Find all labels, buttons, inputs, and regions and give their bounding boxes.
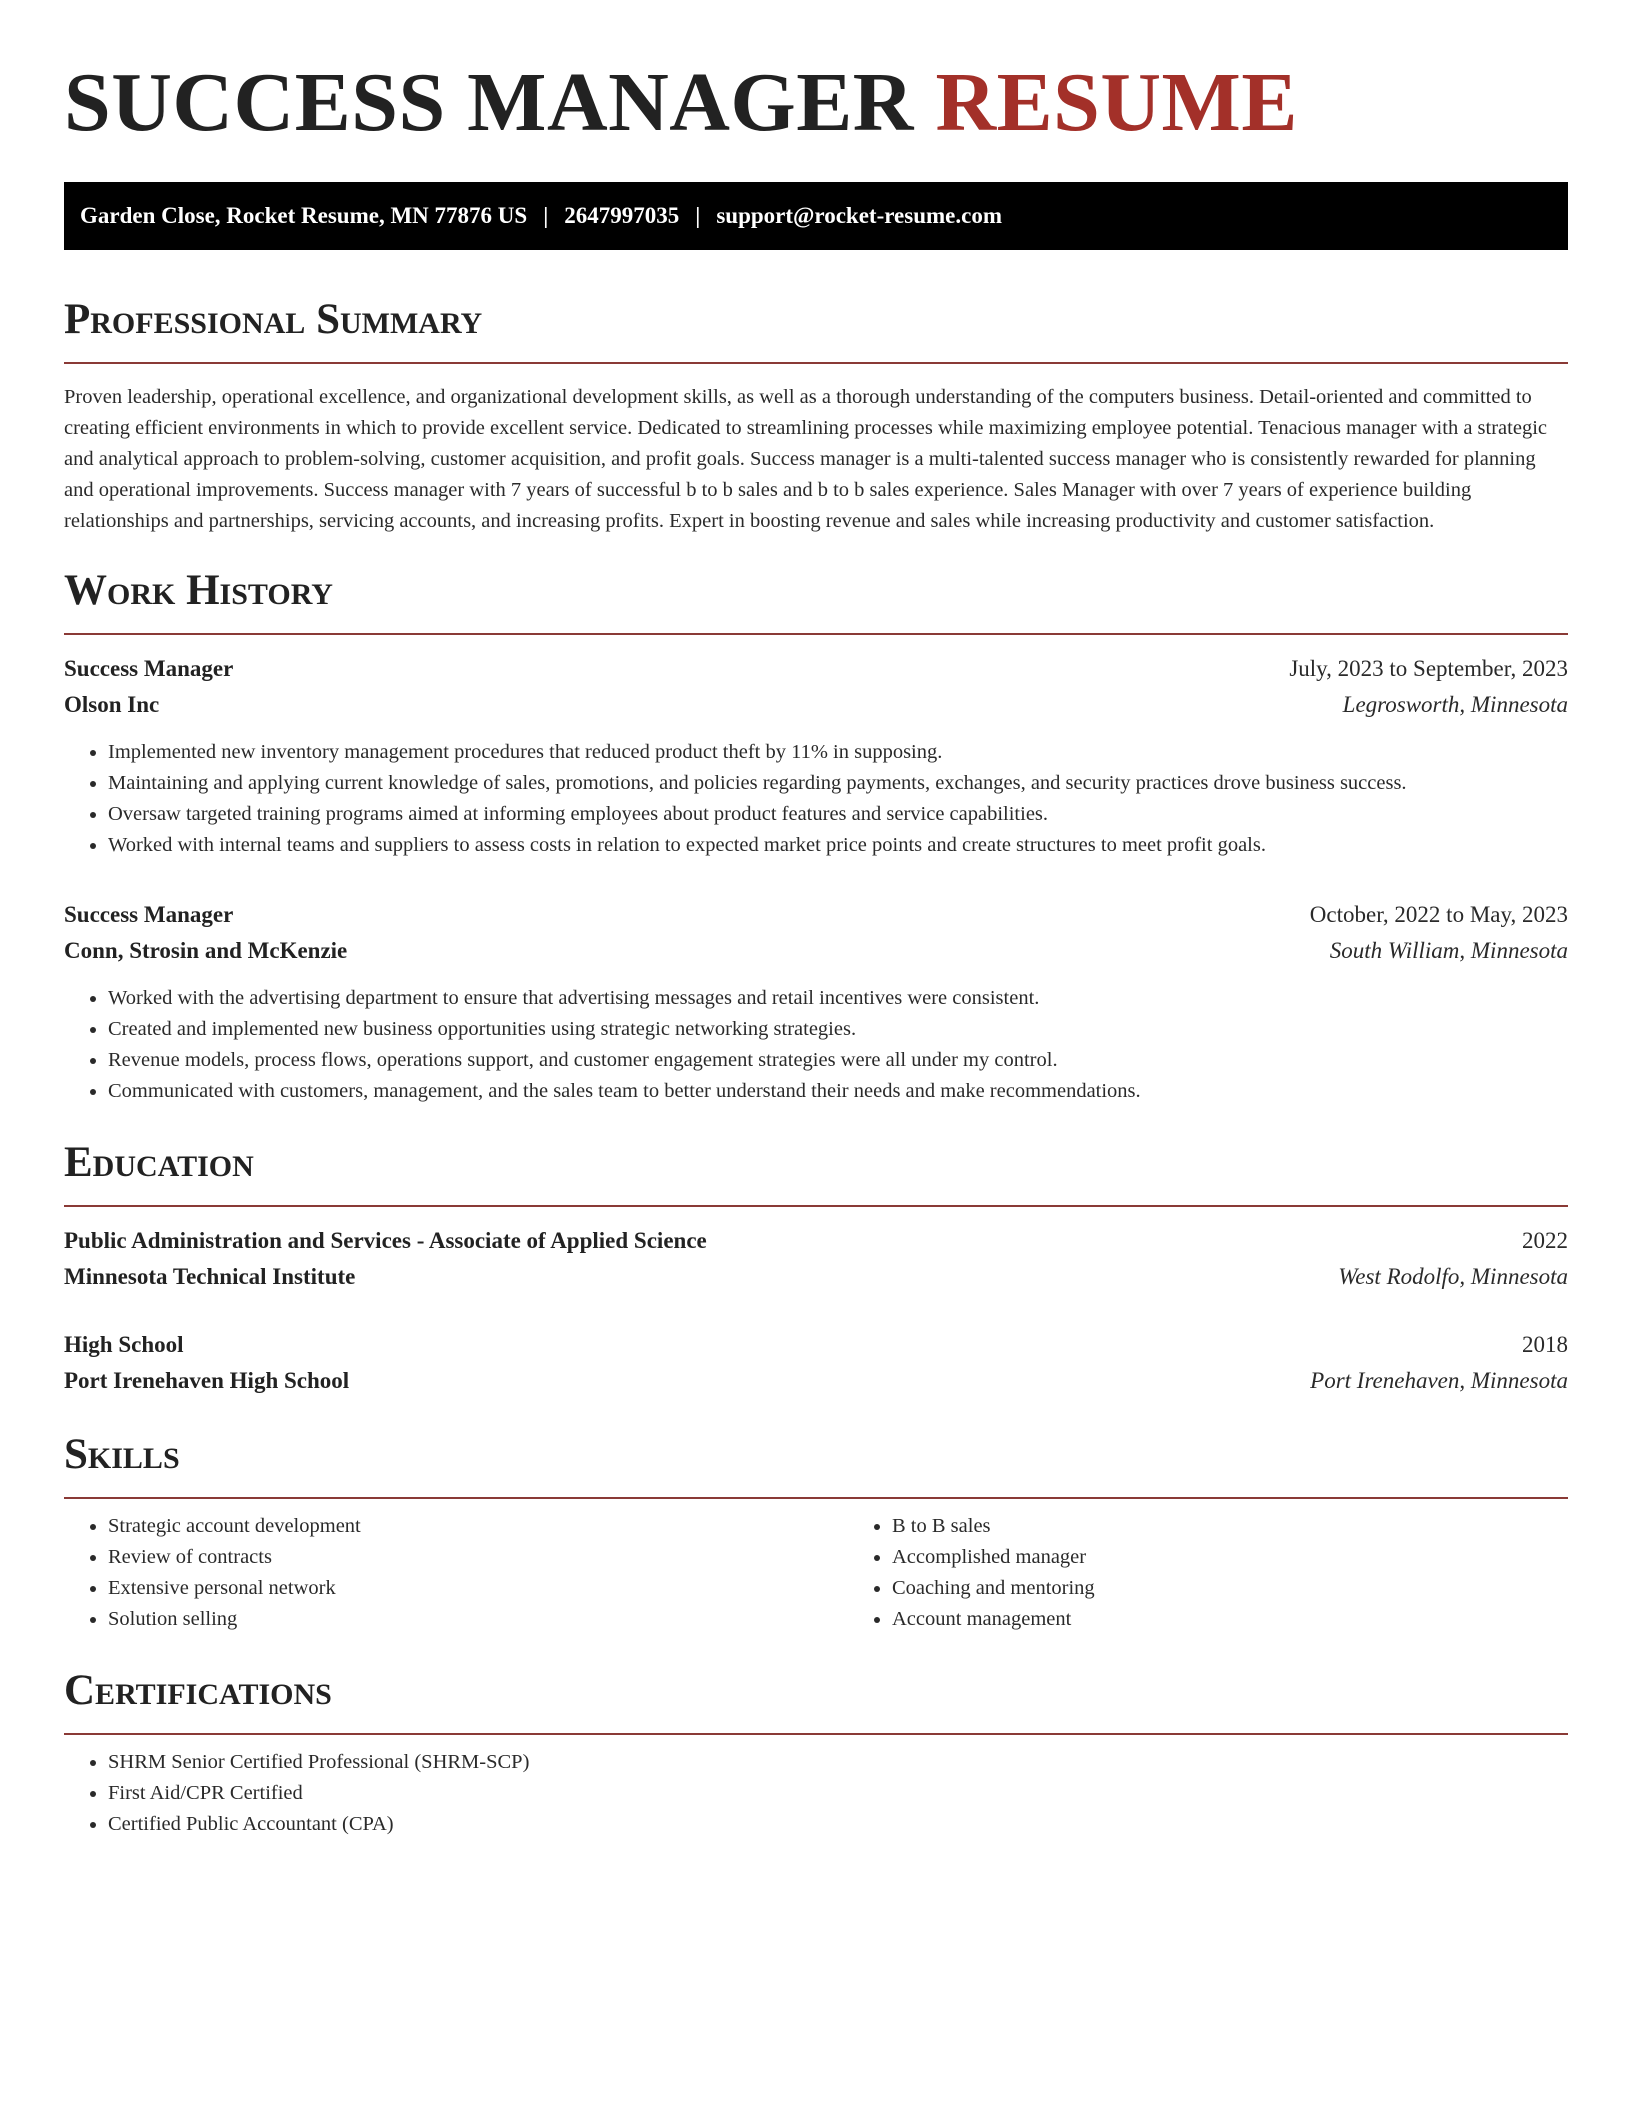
contact-separator: | xyxy=(543,203,549,228)
education-year: 2022 xyxy=(1522,1228,1568,1253)
contact-separator: | xyxy=(695,203,701,228)
list-item: • Review of contracts xyxy=(108,1542,848,1573)
job-company-row xyxy=(64,687,1568,723)
job-company: Olson Inc xyxy=(64,692,160,717)
skills-list-left xyxy=(64,1511,848,1635)
title-accent: RESUME xyxy=(935,56,1298,149)
job-dates: July, 2023 to September, 2023 xyxy=(1289,656,1568,681)
job-header-row xyxy=(64,897,1568,933)
education-school-row xyxy=(64,1259,1568,1295)
education-school: Minnesota Technical Institute xyxy=(64,1264,356,1289)
education-school: Port Irenehaven High School xyxy=(64,1368,350,1393)
list-item: • Implemented new inventory management procedures that reduced product theft by 11% in supposing. xyxy=(108,737,1568,768)
job-location: South William, Minnesota xyxy=(1329,938,1568,963)
section-divider xyxy=(64,362,1568,364)
list-item: • Certified Public Accountant (CPA) xyxy=(108,1809,1568,1840)
list-item: • Oversaw targeted training programs aimed at informing employees about product features and service capabilities. xyxy=(108,799,1568,830)
list-item: • Extensive personal network xyxy=(108,1573,848,1604)
education-entry xyxy=(64,1327,1568,1399)
list-item: • Coaching and mentoring xyxy=(892,1573,1568,1604)
list-item: • Accomplished manager xyxy=(892,1542,1568,1573)
list-item: • Communicated with customers, management, and the sales team to better understand their needs and make recommendations. xyxy=(108,1076,1568,1107)
job-entry xyxy=(64,651,1568,861)
job-title: Success Manager xyxy=(64,902,234,927)
list-item: • First Aid/CPR Certified xyxy=(108,1778,1568,1809)
contact-address: Garden Close, Rocket Resume, MN 77876 US xyxy=(80,203,528,228)
education-location: West Rodolfo, Minnesota xyxy=(1338,1264,1568,1289)
education-entry xyxy=(64,1223,1568,1295)
section-heading-skills: Skills xyxy=(64,1431,180,1478)
job-company-row xyxy=(64,933,1568,969)
summary-section xyxy=(64,294,1568,537)
list-item: • Strategic account development xyxy=(108,1511,848,1542)
job-location: Legrosworth, Minnesota xyxy=(1342,692,1568,717)
list-item: • Account management xyxy=(892,1604,1568,1635)
section-heading-work: Work History xyxy=(64,567,333,614)
job-title: Success Manager xyxy=(64,656,234,681)
work-history-section xyxy=(64,565,1568,1107)
title-main: SUCCESS MANAGER xyxy=(64,56,914,149)
job-header-row xyxy=(64,651,1568,687)
list-item: • Maintaining and applying current knowledge of sales, promotions, and policies regarding payments, exchanges, and security practices drove business success. xyxy=(108,768,1568,799)
skills-list-right xyxy=(848,1511,1568,1635)
list-item: • Revenue models, process flows, operations support, and customer engagement strategies were all under my control. xyxy=(108,1045,1568,1076)
education-year: 2018 xyxy=(1522,1332,1568,1357)
education-degree: High School xyxy=(64,1332,184,1357)
education-degree-row xyxy=(64,1223,1568,1259)
list-item: • Worked with the advertising department to ensure that advertising messages and retail incentives were consistent. xyxy=(108,983,1568,1014)
job-bullets xyxy=(64,983,1568,1107)
list-item: • Created and implemented new business opportunities using strategic networking strategies. xyxy=(108,1014,1568,1045)
resume-title xyxy=(64,48,1568,158)
list-item: • Worked with internal teams and suppliers to assess costs in relation to expected market price points and create structures to meet profit goals. xyxy=(108,830,1568,861)
education-school-row xyxy=(64,1363,1568,1399)
summary-text: Proven leadership, operational excellence, and organizational development skills, as well as a thorough understanding of the computers business. Detail-oriented and committed to creating efficient environments in which to provide excellent service. Dedicated to streamlining processes while maximizing employee potential. Tenacious manager with a strategic and analytical approach to problem-solving, customer acquisition, and profit goals. Success manager is a multi-talented success manager who is consistently rewarded for planning and operational improvements. Success manager with 7 years of successful b to b sales and b to b sales experience. Sales Manager with over 7 years of experience building relationships and partnerships, servicing accounts, and increasing profits. Expert in boosting revenue and sales while increasing productivity and customer satisfaction. xyxy=(64,386,1547,532)
skills-grid xyxy=(64,1511,1568,1635)
education-location: Port Irenehaven, Minnesota xyxy=(1310,1368,1568,1393)
skills-section xyxy=(64,1429,1568,1635)
section-divider xyxy=(64,1205,1568,1207)
contact-email: support@rocket-resume.com xyxy=(716,203,1002,228)
section-heading-education: Education xyxy=(64,1139,254,1186)
section-heading-summary: Professional Summary xyxy=(64,296,483,343)
job-bullets xyxy=(64,737,1568,861)
list-item: • Solution selling xyxy=(108,1604,848,1635)
job-entry xyxy=(64,897,1568,1107)
section-divider xyxy=(64,1497,1568,1499)
contact-bar xyxy=(64,182,1568,250)
education-degree: Public Administration and Services - Associate of Applied Science xyxy=(64,1228,707,1253)
section-heading-certifications: Certifications xyxy=(64,1667,332,1714)
section-divider xyxy=(64,633,1568,635)
list-item: • SHRM Senior Certified Professional (SHRM-SCP) xyxy=(108,1747,1568,1778)
job-dates: October, 2022 to May, 2023 xyxy=(1309,902,1568,927)
certifications-section xyxy=(64,1665,1568,1840)
certifications-list xyxy=(64,1747,1568,1840)
education-section xyxy=(64,1137,1568,1399)
job-company: Conn, Strosin and McKenzie xyxy=(64,938,348,963)
contact-phone: 2647997035 xyxy=(564,203,680,228)
list-item: • B to B sales xyxy=(892,1511,1568,1542)
section-divider xyxy=(64,1733,1568,1735)
education-degree-row xyxy=(64,1327,1568,1363)
